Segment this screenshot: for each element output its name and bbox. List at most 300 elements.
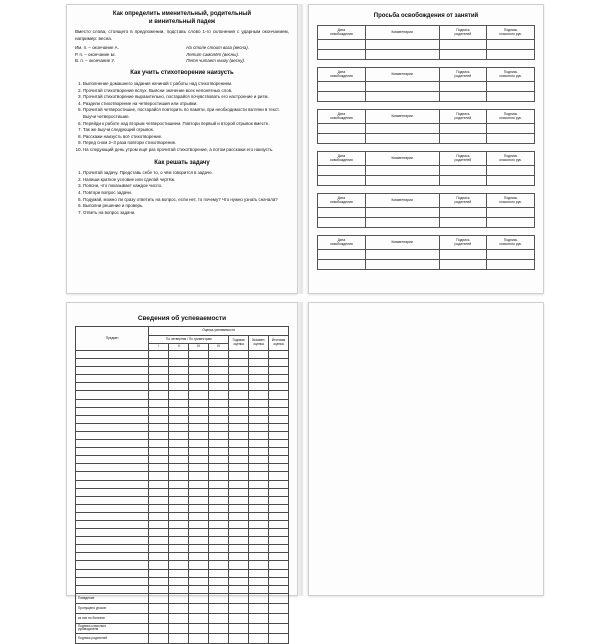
marks-grade-cell[interactable]: [249, 520, 269, 528]
marks-grade-cell[interactable]: [269, 464, 289, 472]
marks-footer-row[interactable]: [76, 633, 289, 643]
marks-footer-cell[interactable]: [249, 613, 269, 623]
marks-grade-cell[interactable]: [209, 496, 229, 504]
table-row[interactable]: [76, 512, 289, 520]
marks-footer-cell[interactable]: [269, 593, 289, 603]
absence-cell[interactable]: [318, 92, 366, 102]
marks-footer-cell[interactable]: [209, 593, 229, 603]
absence-cell[interactable]: [439, 176, 487, 186]
marks-grade-cell[interactable]: [209, 423, 229, 431]
marks-grade-cell[interactable]: [249, 496, 269, 504]
marks-grade-cell[interactable]: [169, 585, 189, 593]
marks-grade-cell[interactable]: [269, 561, 289, 569]
marks-grade-cell[interactable]: [149, 456, 169, 464]
marks-subject-cell[interactable]: [76, 561, 149, 569]
absence-cell[interactable]: [487, 40, 535, 50]
marks-grade-cell[interactable]: [249, 504, 269, 512]
marks-grade-cell[interactable]: [229, 407, 249, 415]
marks-grade-cell[interactable]: [189, 577, 209, 585]
marks-grade-cell[interactable]: [149, 367, 169, 375]
marks-grade-cell[interactable]: [269, 529, 289, 537]
marks-grade-cell[interactable]: [169, 577, 189, 585]
marks-grade-cell[interactable]: [169, 399, 189, 407]
table-row[interactable]: [76, 561, 289, 569]
absence-cell[interactable]: [439, 40, 487, 50]
marks-grade-cell[interactable]: [189, 512, 209, 520]
marks-grade-cell[interactable]: [269, 440, 289, 448]
absence-cell[interactable]: [365, 82, 439, 92]
marks-footer-cell[interactable]: [189, 603, 209, 613]
marks-grade-cell[interactable]: [189, 472, 209, 480]
absence-cell[interactable]: [365, 208, 439, 218]
table-row[interactable]: [76, 496, 289, 504]
marks-grade-cell[interactable]: [149, 529, 169, 537]
marks-grade-cell[interactable]: [229, 359, 249, 367]
marks-grade-cell[interactable]: [209, 415, 229, 423]
marks-grade-cell[interactable]: [149, 351, 169, 359]
marks-grade-cell[interactable]: [149, 553, 169, 561]
table-row[interactable]: [76, 529, 289, 537]
marks-grade-cell[interactable]: [209, 520, 229, 528]
marks-grade-cell[interactable]: [249, 553, 269, 561]
marks-grade-cell[interactable]: [269, 367, 289, 375]
table-row[interactable]: [76, 456, 289, 464]
absence-cell[interactable]: [439, 92, 487, 102]
marks-subject-cell[interactable]: [76, 367, 149, 375]
marks-grade-cell[interactable]: [269, 504, 289, 512]
marks-grade-cell[interactable]: [189, 399, 209, 407]
marks-grade-cell[interactable]: [189, 456, 209, 464]
marks-subject-cell[interactable]: [76, 472, 149, 480]
marks-grade-cell[interactable]: [229, 545, 249, 553]
marks-subject-cell[interactable]: [76, 391, 149, 399]
marks-grade-cell[interactable]: [169, 440, 189, 448]
marks-grade-cell[interactable]: [169, 464, 189, 472]
table-row[interactable]: [318, 260, 535, 270]
absence-cell[interactable]: [318, 260, 366, 270]
marks-grade-cell[interactable]: [189, 529, 209, 537]
marks-grade-cell[interactable]: [169, 423, 189, 431]
marks-grade-cell[interactable]: [229, 423, 249, 431]
absence-cell[interactable]: [365, 40, 439, 50]
marks-grade-cell[interactable]: [149, 359, 169, 367]
marks-grade-cell[interactable]: [229, 577, 249, 585]
absence-cell[interactable]: [365, 166, 439, 176]
marks-footer-cell[interactable]: [229, 633, 249, 643]
table-row[interactable]: [318, 166, 535, 176]
marks-grade-cell[interactable]: [149, 577, 169, 585]
marks-footer-row[interactable]: [76, 603, 289, 613]
marks-grade-cell[interactable]: [169, 456, 189, 464]
marks-grade-cell[interactable]: [189, 569, 209, 577]
marks-grade-cell[interactable]: [189, 440, 209, 448]
table-row[interactable]: [318, 40, 535, 50]
marks-grade-cell[interactable]: [229, 399, 249, 407]
table-row[interactable]: [76, 440, 289, 448]
table-row[interactable]: [318, 50, 535, 60]
marks-subject-cell[interactable]: [76, 456, 149, 464]
marks-grade-cell[interactable]: [229, 415, 249, 423]
table-row[interactable]: [76, 448, 289, 456]
marks-grade-cell[interactable]: [209, 375, 229, 383]
marks-grade-cell[interactable]: [249, 351, 269, 359]
absence-cell[interactable]: [365, 124, 439, 134]
marks-grade-cell[interactable]: [269, 415, 289, 423]
marks-grade-cell[interactable]: [149, 448, 169, 456]
absence-cell[interactable]: [365, 176, 439, 186]
absence-cell[interactable]: [487, 92, 535, 102]
marks-grade-cell[interactable]: [149, 496, 169, 504]
table-row[interactable]: [76, 407, 289, 415]
marks-grade-cell[interactable]: [189, 561, 209, 569]
marks-grade-cell[interactable]: [209, 569, 229, 577]
marks-grade-cell[interactable]: [169, 569, 189, 577]
absence-cell[interactable]: [439, 166, 487, 176]
marks-grade-cell[interactable]: [229, 561, 249, 569]
marks-grade-cell[interactable]: [149, 391, 169, 399]
marks-grade-cell[interactable]: [249, 472, 269, 480]
marks-grade-cell[interactable]: [149, 431, 169, 439]
marks-grade-cell[interactable]: [149, 375, 169, 383]
marks-grade-cell[interactable]: [269, 488, 289, 496]
marks-grade-cell[interactable]: [249, 431, 269, 439]
marks-subject-cell[interactable]: [76, 520, 149, 528]
marks-grade-cell[interactable]: [269, 480, 289, 488]
marks-footer-cell[interactable]: [149, 613, 169, 623]
absence-cell[interactable]: [318, 166, 366, 176]
marks-grade-cell[interactable]: [269, 456, 289, 464]
marks-grade-cell[interactable]: [149, 561, 169, 569]
marks-grade-cell[interactable]: [189, 391, 209, 399]
marks-grade-cell[interactable]: [149, 423, 169, 431]
table-row[interactable]: [318, 92, 535, 102]
marks-grade-cell[interactable]: [149, 472, 169, 480]
absence-cell[interactable]: [365, 260, 439, 270]
marks-grade-cell[interactable]: [269, 351, 289, 359]
marks-grade-cell[interactable]: [269, 375, 289, 383]
marks-grade-cell[interactable]: [189, 383, 209, 391]
marks-footer-cell[interactable]: [169, 623, 189, 633]
marks-grade-cell[interactable]: [269, 391, 289, 399]
marks-grade-cell[interactable]: [249, 488, 269, 496]
marks-footer-cell[interactable]: [269, 613, 289, 623]
absence-cell[interactable]: [439, 50, 487, 60]
absence-cell[interactable]: [318, 82, 366, 92]
table-row[interactable]: [318, 218, 535, 228]
absence-cell[interactable]: [365, 50, 439, 60]
marks-grade-cell[interactable]: [189, 407, 209, 415]
marks-grade-cell[interactable]: [149, 480, 169, 488]
table-row[interactable]: [76, 464, 289, 472]
marks-grade-cell[interactable]: [149, 512, 169, 520]
marks-grade-cell[interactable]: [209, 448, 229, 456]
marks-grade-cell[interactable]: [229, 585, 249, 593]
marks-grade-cell[interactable]: [209, 351, 229, 359]
marks-grade-cell[interactable]: [229, 431, 249, 439]
marks-footer-cell[interactable]: [189, 613, 209, 623]
marks-grade-cell[interactable]: [249, 512, 269, 520]
marks-grade-cell[interactable]: [209, 399, 229, 407]
marks-grade-cell[interactable]: [269, 512, 289, 520]
marks-subject-cell[interactable]: [76, 553, 149, 561]
table-row[interactable]: [318, 82, 535, 92]
marks-footer-cell[interactable]: [209, 603, 229, 613]
marks-footer-cell[interactable]: [189, 623, 209, 633]
absence-cell[interactable]: [487, 176, 535, 186]
marks-grade-cell[interactable]: [169, 375, 189, 383]
marks-grade-cell[interactable]: [209, 359, 229, 367]
table-row[interactable]: [76, 520, 289, 528]
marks-footer-cell[interactable]: [209, 633, 229, 643]
marks-subject-cell[interactable]: [76, 440, 149, 448]
marks-grade-cell[interactable]: [229, 553, 249, 561]
marks-grade-cell[interactable]: [269, 472, 289, 480]
marks-grade-cell[interactable]: [269, 431, 289, 439]
absence-cell[interactable]: [439, 208, 487, 218]
marks-grade-cell[interactable]: [189, 464, 209, 472]
marks-subject-cell[interactable]: [76, 375, 149, 383]
absence-cell[interactable]: [365, 250, 439, 260]
marks-grade-cell[interactable]: [209, 464, 229, 472]
absence-cell[interactable]: [365, 134, 439, 144]
marks-grade-cell[interactable]: [269, 399, 289, 407]
marks-grade-cell[interactable]: [149, 520, 169, 528]
marks-grade-cell[interactable]: [169, 351, 189, 359]
marks-grade-cell[interactable]: [229, 448, 249, 456]
marks-grade-cell[interactable]: [189, 431, 209, 439]
absence-cell[interactable]: [487, 218, 535, 228]
absence-cell[interactable]: [318, 124, 366, 134]
marks-grade-cell[interactable]: [169, 472, 189, 480]
marks-grade-cell[interactable]: [189, 480, 209, 488]
absence-cell[interactable]: [318, 50, 366, 60]
marks-subject-cell[interactable]: [76, 383, 149, 391]
marks-grade-cell[interactable]: [269, 407, 289, 415]
marks-grade-cell[interactable]: [269, 448, 289, 456]
marks-subject-cell[interactable]: [76, 359, 149, 367]
table-row[interactable]: [76, 585, 289, 593]
marks-subject-cell[interactable]: [76, 399, 149, 407]
marks-subject-cell[interactable]: [76, 512, 149, 520]
table-row[interactable]: [76, 383, 289, 391]
marks-grade-cell[interactable]: [229, 367, 249, 375]
marks-grade-cell[interactable]: [189, 504, 209, 512]
marks-grade-cell[interactable]: [209, 553, 229, 561]
marks-grade-cell[interactable]: [229, 456, 249, 464]
marks-grade-cell[interactable]: [189, 359, 209, 367]
marks-grade-cell[interactable]: [249, 529, 269, 537]
table-row[interactable]: [76, 351, 289, 359]
marks-subject-cell[interactable]: [76, 448, 149, 456]
marks-grade-cell[interactable]: [149, 585, 169, 593]
marks-grade-cell[interactable]: [229, 537, 249, 545]
marks-grade-cell[interactable]: [269, 577, 289, 585]
marks-grade-cell[interactable]: [269, 585, 289, 593]
absence-cell[interactable]: [318, 250, 366, 260]
marks-grade-cell[interactable]: [269, 545, 289, 553]
marks-grade-cell[interactable]: [149, 504, 169, 512]
marks-grade-cell[interactable]: [249, 448, 269, 456]
marks-grade-cell[interactable]: [169, 480, 189, 488]
marks-subject-cell[interactable]: [76, 488, 149, 496]
marks-grade-cell[interactable]: [229, 351, 249, 359]
table-row[interactable]: [76, 577, 289, 585]
marks-subject-cell[interactable]: [76, 407, 149, 415]
absence-cell[interactable]: [318, 40, 366, 50]
absence-cell[interactable]: [439, 218, 487, 228]
marks-grade-cell[interactable]: [169, 520, 189, 528]
absence-cell[interactable]: [318, 218, 366, 228]
marks-grade-cell[interactable]: [149, 415, 169, 423]
marks-subject-cell[interactable]: [76, 537, 149, 545]
table-row[interactable]: [76, 504, 289, 512]
marks-footer-cell[interactable]: [169, 593, 189, 603]
marks-grade-cell[interactable]: [149, 407, 169, 415]
marks-grade-cell[interactable]: [169, 448, 189, 456]
marks-grade-cell[interactable]: [209, 407, 229, 415]
marks-grade-cell[interactable]: [149, 383, 169, 391]
absence-cell[interactable]: [439, 82, 487, 92]
marks-grade-cell[interactable]: [189, 496, 209, 504]
table-row[interactable]: [76, 569, 289, 577]
marks-grade-cell[interactable]: [249, 464, 269, 472]
marks-grade-cell[interactable]: [249, 359, 269, 367]
marks-grade-cell[interactable]: [209, 529, 229, 537]
table-row[interactable]: [76, 553, 289, 561]
marks-grade-cell[interactable]: [169, 561, 189, 569]
marks-footer-cell[interactable]: [209, 613, 229, 623]
marks-grade-cell[interactable]: [209, 367, 229, 375]
marks-grade-cell[interactable]: [209, 391, 229, 399]
marks-subject-cell[interactable]: [76, 545, 149, 553]
marks-grade-cell[interactable]: [229, 383, 249, 391]
marks-grade-cell[interactable]: [249, 391, 269, 399]
absence-cell[interactable]: [318, 134, 366, 144]
marks-grade-cell[interactable]: [169, 359, 189, 367]
absence-cell[interactable]: [318, 176, 366, 186]
marks-grade-cell[interactable]: [189, 375, 209, 383]
marks-grade-cell[interactable]: [209, 504, 229, 512]
marks-grade-cell[interactable]: [269, 520, 289, 528]
marks-grade-cell[interactable]: [209, 512, 229, 520]
table-row[interactable]: [76, 545, 289, 553]
marks-footer-cell[interactable]: [249, 603, 269, 613]
marks-grade-cell[interactable]: [249, 537, 269, 545]
marks-grade-cell[interactable]: [269, 569, 289, 577]
absence-cell[interactable]: [487, 134, 535, 144]
table-row[interactable]: [76, 375, 289, 383]
marks-footer-cell[interactable]: [169, 633, 189, 643]
marks-grade-cell[interactable]: [169, 407, 189, 415]
table-row[interactable]: [318, 124, 535, 134]
marks-grade-cell[interactable]: [189, 553, 209, 561]
marks-footer-cell[interactable]: [189, 593, 209, 603]
table-row[interactable]: [318, 134, 535, 144]
marks-grade-cell[interactable]: [189, 423, 209, 431]
marks-grade-cell[interactable]: [169, 383, 189, 391]
marks-grade-cell[interactable]: [269, 537, 289, 545]
marks-grade-cell[interactable]: [249, 367, 269, 375]
marks-subject-cell[interactable]: [76, 423, 149, 431]
marks-grade-cell[interactable]: [249, 585, 269, 593]
marks-grade-cell[interactable]: [189, 520, 209, 528]
table-row[interactable]: [318, 250, 535, 260]
marks-grade-cell[interactable]: [189, 545, 209, 553]
marks-grade-cell[interactable]: [209, 577, 229, 585]
marks-grade-cell[interactable]: [209, 472, 229, 480]
absence-cell[interactable]: [365, 218, 439, 228]
marks-subject-cell[interactable]: [76, 496, 149, 504]
marks-grade-cell[interactable]: [169, 553, 189, 561]
marks-grade-cell[interactable]: [189, 367, 209, 375]
marks-grade-cell[interactable]: [169, 496, 189, 504]
marks-grade-cell[interactable]: [169, 431, 189, 439]
marks-grade-cell[interactable]: [169, 367, 189, 375]
table-row[interactable]: [76, 415, 289, 423]
marks-footer-row[interactable]: [76, 623, 289, 633]
marks-subject-cell[interactable]: [76, 415, 149, 423]
marks-grade-cell[interactable]: [249, 423, 269, 431]
marks-grade-cell[interactable]: [229, 520, 249, 528]
marks-grade-cell[interactable]: [169, 488, 189, 496]
marks-grade-cell[interactable]: [209, 480, 229, 488]
marks-grade-cell[interactable]: [169, 545, 189, 553]
marks-grade-cell[interactable]: [229, 480, 249, 488]
marks-footer-cell[interactable]: [269, 603, 289, 613]
marks-footer-cell[interactable]: [169, 603, 189, 613]
marks-footer-cell[interactable]: [169, 613, 189, 623]
marks-grade-cell[interactable]: [269, 359, 289, 367]
marks-grade-cell[interactable]: [149, 569, 169, 577]
marks-grade-cell[interactable]: [229, 440, 249, 448]
marks-grade-cell[interactable]: [169, 415, 189, 423]
marks-footer-cell[interactable]: [229, 613, 249, 623]
marks-grade-cell[interactable]: [189, 448, 209, 456]
marks-grade-cell[interactable]: [149, 537, 169, 545]
table-row[interactable]: [76, 480, 289, 488]
marks-subject-cell[interactable]: [76, 464, 149, 472]
marks-grade-cell[interactable]: [149, 440, 169, 448]
marks-footer-cell[interactable]: [149, 623, 169, 633]
marks-footer-cell[interactable]: [249, 633, 269, 643]
marks-grade-cell[interactable]: [149, 399, 169, 407]
marks-grade-cell[interactable]: [229, 472, 249, 480]
table-row[interactable]: [76, 423, 289, 431]
marks-grade-cell[interactable]: [249, 456, 269, 464]
marks-grade-cell[interactable]: [169, 537, 189, 545]
table-row[interactable]: [76, 472, 289, 480]
marks-footer-cell[interactable]: [269, 623, 289, 633]
marks-grade-cell[interactable]: [169, 529, 189, 537]
table-row[interactable]: [76, 399, 289, 407]
marks-grade-cell[interactable]: [249, 569, 269, 577]
absence-cell[interactable]: [487, 166, 535, 176]
marks-subject-cell[interactable]: [76, 529, 149, 537]
marks-grade-cell[interactable]: [249, 399, 269, 407]
marks-footer-cell[interactable]: [189, 633, 209, 643]
marks-footer-cell[interactable]: [229, 603, 249, 613]
absence-cell[interactable]: [487, 250, 535, 260]
absence-cell[interactable]: [487, 50, 535, 60]
absence-cell[interactable]: [487, 260, 535, 270]
marks-grade-cell[interactable]: [149, 488, 169, 496]
marks-subject-cell[interactable]: [76, 504, 149, 512]
marks-grade-cell[interactable]: [269, 553, 289, 561]
marks-footer-row[interactable]: [76, 593, 289, 603]
marks-grade-cell[interactable]: [269, 496, 289, 504]
marks-grade-cell[interactable]: [189, 351, 209, 359]
absence-cell[interactable]: [365, 92, 439, 102]
